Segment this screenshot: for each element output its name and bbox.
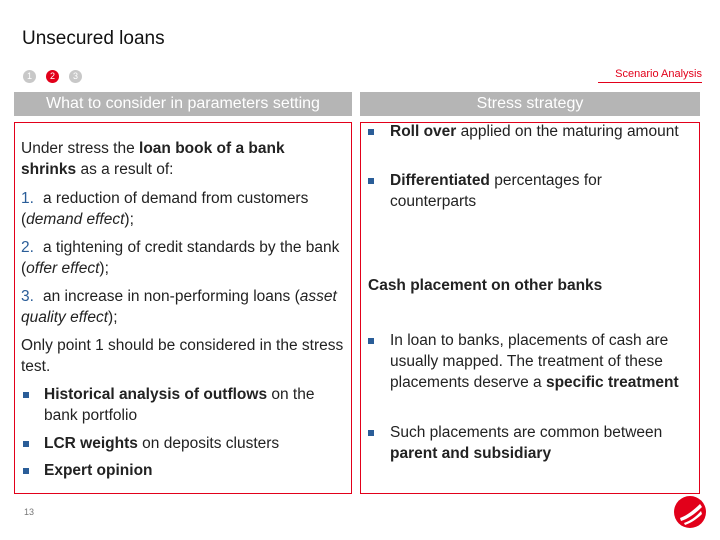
left-bullet-2: LCR weights on deposits clusters [44, 435, 280, 452]
section-label: Scenario Analysis [615, 68, 702, 80]
note-text: Only point 1 should be considered in the stress test. [21, 337, 344, 375]
bullet-icon [23, 468, 29, 474]
right-panel [360, 122, 700, 494]
right-bullet-2: Differentiated percentages for counterparts [390, 172, 602, 210]
page-number: 13 [24, 507, 35, 517]
page-title: Unsecured loans [22, 28, 165, 49]
step-2[interactable]: 2 [46, 70, 59, 83]
right-panel-header: Stress strategy [360, 92, 700, 116]
bullet-icon [368, 338, 374, 344]
bullet-icon [368, 178, 374, 184]
left-bullet-1: Historical analysis of outflows on the bank portfolio [44, 386, 315, 424]
list-item-3: 3. an increase in non-performing loans (asset quality effect); [21, 288, 337, 326]
step-3[interactable]: 3 [69, 70, 82, 83]
step-1[interactable]: 1 [23, 70, 36, 83]
bullet-icon [23, 441, 29, 447]
bullet-icon [368, 129, 374, 135]
bullet-icon [23, 392, 29, 398]
bank-logo-icon [672, 494, 708, 530]
bullet-icon [368, 430, 374, 436]
cash-placement-heading: Cash placement on other banks [368, 277, 603, 294]
left-bullet-3: Expert opinion [44, 462, 153, 479]
left-panel [14, 122, 352, 494]
right-bullet-4: Such placements are common between parent and subsidiary [390, 424, 663, 462]
right-bullet-1: Roll over applied on the maturing amount [390, 123, 679, 140]
right-bullet-3: In loan to banks, placements of cash are usually mapped. The treatment of these placements deserve a specific treatment [390, 332, 679, 391]
list-item-1: 1. a reduction of demand from customers (demand effect); [21, 190, 309, 228]
section-divider [598, 82, 702, 83]
left-panel-header: What to consider in parameters setting [14, 92, 352, 116]
intro-text: Under stress the loan book of a bank shrinks as a result of: [21, 140, 285, 178]
step-indicator [23, 70, 92, 83]
list-item-2: 2. a tightening of credit standards by the bank (offer effect); [21, 239, 340, 277]
